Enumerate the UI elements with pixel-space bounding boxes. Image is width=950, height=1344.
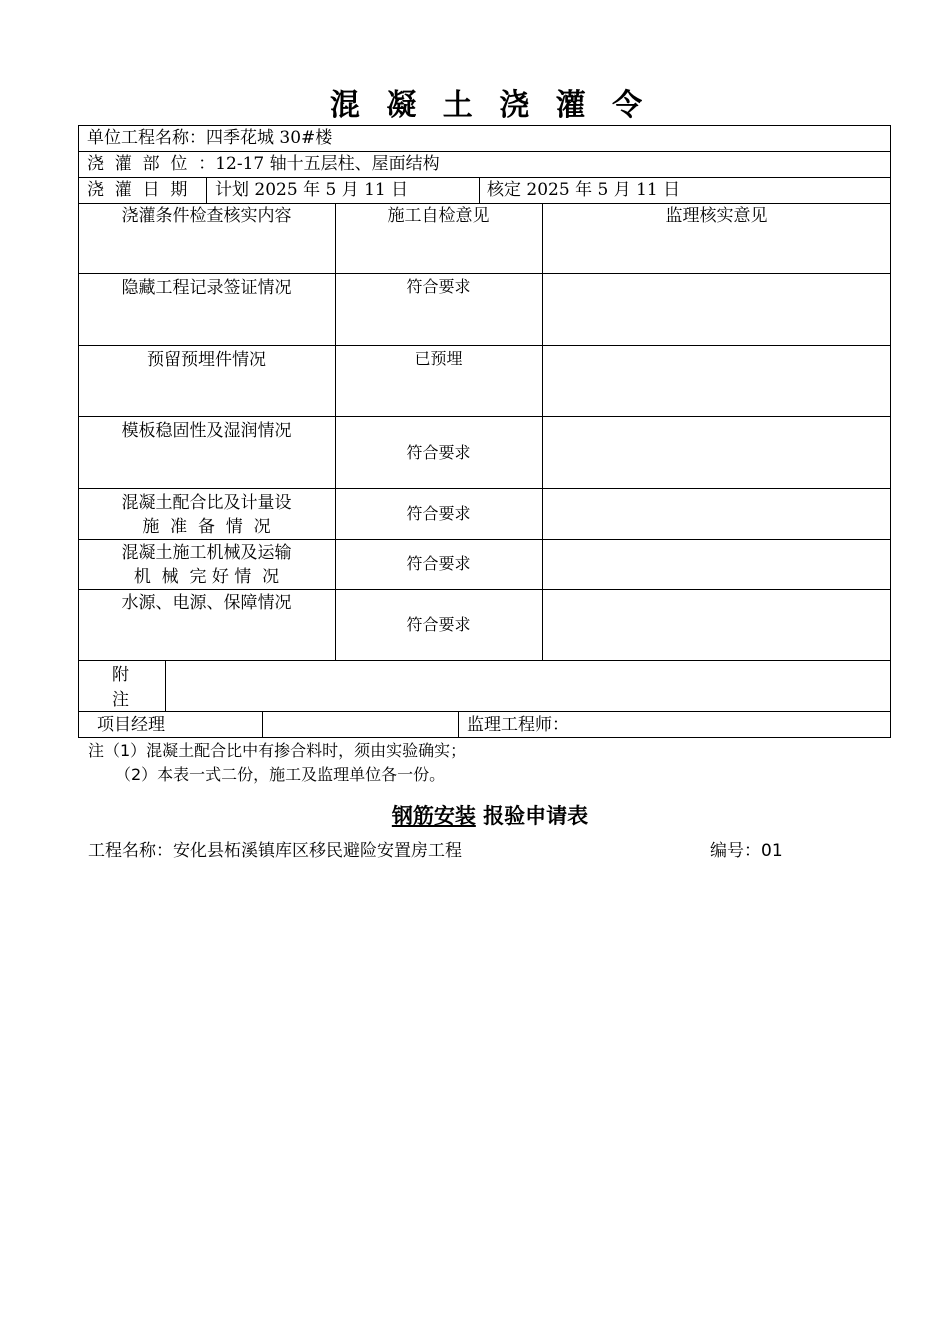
rebar-form-title <box>0 800 950 830</box>
header-check-content: 浇灌条件检查核实内容 <box>121 206 292 226</box>
row-divider <box>78 589 891 590</box>
row-divider <box>78 203 891 204</box>
check-item: 模板稳固性及湿润情况 <box>121 421 292 441</box>
col-divider <box>542 203 543 660</box>
row-divider <box>78 151 891 152</box>
note-1: 注（1）混凝土配合比中有掺合料时，须由实验确实； <box>88 741 467 760</box>
supervising-engineer-label: 监理工程师： <box>467 715 569 735</box>
self-check-value: 已预埋 <box>414 349 463 368</box>
row-divider <box>78 345 891 346</box>
header-supervisor: 监理核实意见 <box>665 206 768 226</box>
remark-label-1: 附 <box>112 665 129 685</box>
self-check-value: 符合要求 <box>406 615 471 634</box>
self-check-value: 符合要求 <box>406 554 471 573</box>
self-check-value: 符合要求 <box>406 277 471 296</box>
note-2: （2）本表一式二份，施工及监理单位各一份。 <box>115 765 446 784</box>
check-item: 隐藏工程记录签证情况 <box>121 278 292 298</box>
check-item: 预留预埋件情况 <box>147 350 266 370</box>
col-divider <box>165 660 166 711</box>
row-divider <box>78 488 891 489</box>
project-name-row <box>87 128 332 148</box>
check-item-line2: 机 械 完 好 情 况 <box>133 567 280 587</box>
col-divider <box>262 711 263 738</box>
checked-date: 核定 2025 年 5 月 11 日 <box>487 180 681 200</box>
remark-label-2: 注 <box>112 690 129 710</box>
location-row <box>87 154 440 174</box>
planned-date: 计划 2025 年 5 月 11 日 <box>215 180 409 200</box>
rebar-form-number: 编号：01 <box>710 841 783 861</box>
rebar-project-name: 工程名称：安化县柘溪镇库区移民避险安置房工程 <box>88 841 462 861</box>
row-divider <box>78 660 891 661</box>
row-divider <box>78 177 891 178</box>
check-item: 水源、电源、保障情况 <box>121 593 292 613</box>
page-title: 混 凝 土 浇 灌 令 <box>329 88 651 123</box>
self-check-value: 符合要求 <box>406 443 471 462</box>
check-item-line1: 混凝土施工机械及运输 <box>121 543 292 563</box>
col-divider <box>479 177 480 203</box>
self-check-value: 符合要求 <box>406 504 471 523</box>
location-label: 浇 灌 部 位 ： <box>87 154 216 174</box>
col-divider <box>335 203 336 660</box>
project-manager-label: 项目经理 <box>97 715 165 735</box>
row-divider <box>78 273 891 274</box>
col-divider <box>458 711 459 738</box>
project-name-value: 四季花城 30#楼 <box>206 128 333 148</box>
header-self-check: 施工自检意见 <box>387 206 490 226</box>
row-divider <box>78 416 891 417</box>
col-divider <box>206 177 207 203</box>
project-name-label: 单位工程名称： <box>87 128 206 148</box>
row-divider <box>78 539 891 540</box>
rebar-title-part2: 报验申请表 <box>475 804 589 828</box>
date-label: 浇 灌 日 期 <box>87 180 188 200</box>
location-value: 12-17 轴十五层柱、屋面结构 <box>215 154 440 174</box>
rebar-title-part1: 钢筋安装 <box>391 804 476 828</box>
row-divider <box>78 711 891 712</box>
check-item-line2: 施 准 备 情 况 <box>142 517 271 537</box>
check-item-line1: 混凝土配合比及计量设 <box>121 493 292 513</box>
